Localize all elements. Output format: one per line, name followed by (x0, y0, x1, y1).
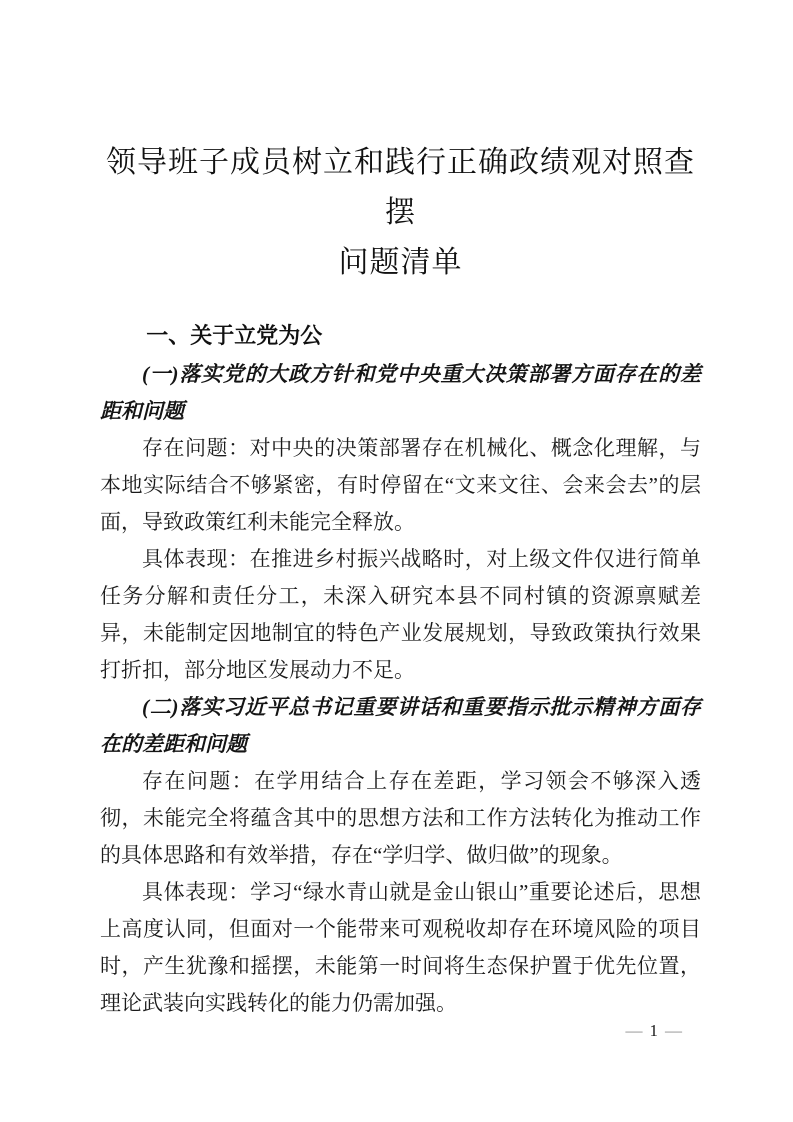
subsection-block (100, 689, 701, 1022)
document-title (100, 138, 701, 288)
page-number (619, 1020, 690, 1042)
page-number-value: 1 (649, 1021, 658, 1040)
body-paragraph: 具体表现：学习“绿水青山就是金山银山”重要论述后，思想上高度认同，但面对一个能带来可观税收却存在环境风险的项目时，产生犹豫和摇摆，未能第一时间将生态保护置于优先位置，理论武装向实践转化的能力仍需加强。 (100, 880, 701, 1015)
document-title-line-1: 领导班子成员树立和践行正确政绩观对照查摆 (106, 146, 695, 229)
section-heading: 一、关于立党为公 (146, 323, 323, 348)
page-number-dash-left: — (625, 1021, 643, 1040)
body-paragraph: 具体表现：在推进乡村振兴战略时，对上级文件仅进行简单任务分解和责任分工，未深入研究本县不同村镇的资源禀赋差异，未能制定因地制宜的特色产业发展规划，导致政策执行效果打折扣，部分地区发展动力不足。 (100, 547, 701, 682)
subsection-block (100, 356, 701, 689)
document-title-line-2: 问题清单 (338, 246, 463, 279)
subsection-heading: (一)落实党的大政方针和党中央重大决策部署方面存在的差距和问题 (100, 362, 701, 423)
subsection-heading: (二)落实习近平总书记重要讲话和重要指示批示精神方面存在的差距和问题 (100, 695, 701, 756)
body-paragraph: 存在问题：对中央的决策部署存在机械化、概念化理解，与本地实际结合不够紧密，有时停留在“文来文往、会来会去”的层面，导致政策红利未能完全释放。 (100, 436, 701, 534)
body-paragraph: 存在问题：在学用结合上存在差距，学习领会不够深入透彻，未能完全将蕴含其中的思想方法和工作方法转化为推动工作的具体思路和有效举措，存在“学归学、做归做”的现象。 (100, 769, 701, 867)
page-number-dash-right: — (665, 1021, 682, 1040)
document-content (100, 138, 701, 1022)
